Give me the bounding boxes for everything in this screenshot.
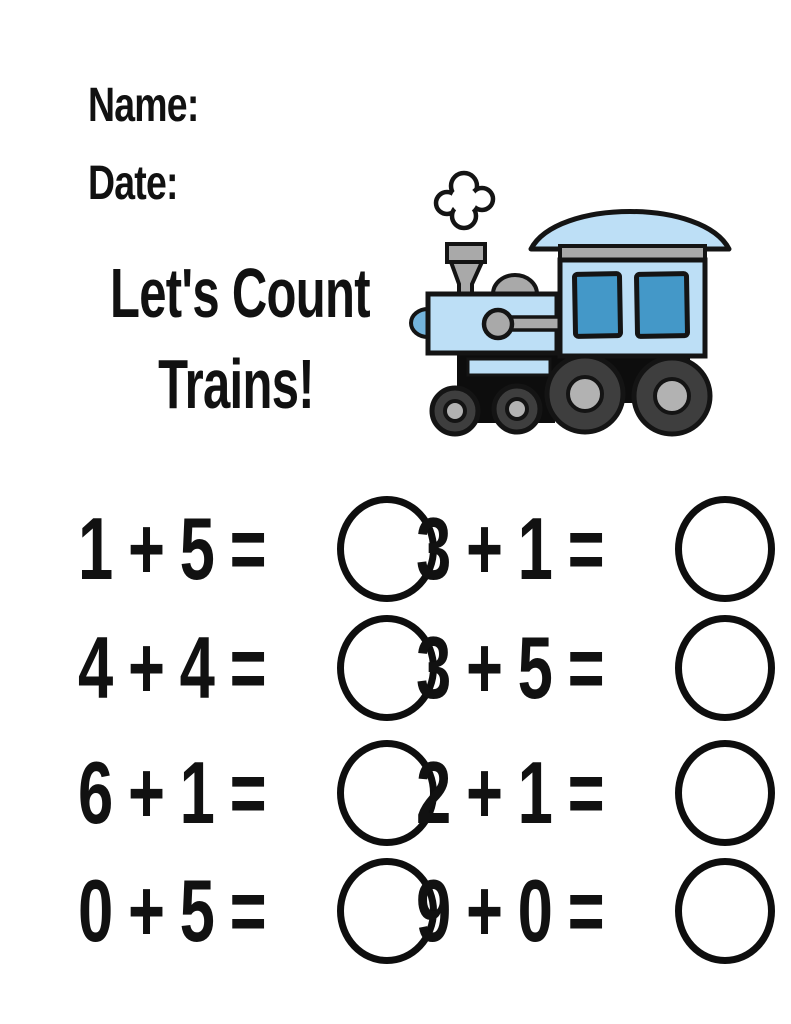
train-funnel-cap — [447, 244, 485, 262]
problem-expression: 1 + 5 = — [78, 499, 265, 598]
problem-6plus1 — [78, 740, 376, 846]
name-label: Name: — [88, 79, 199, 132]
smoke-puff-center — [451, 187, 477, 213]
problem-9plus0 — [416, 858, 708, 964]
answer-circle-3plus1[interactable] — [675, 496, 775, 602]
page-title — [56, 248, 416, 430]
train-icon — [405, 170, 745, 442]
train-illustration — [405, 170, 745, 442]
train-window-right — [636, 274, 687, 337]
train-step — [468, 359, 550, 375]
date-label: Date: — [88, 157, 178, 210]
answer-circle-2plus1[interactable] — [675, 740, 775, 846]
train-roof — [531, 212, 729, 250]
problem-3plus1 — [416, 496, 708, 602]
problem-expression: 4 + 4 = — [78, 618, 265, 717]
problem-1plus5 — [78, 496, 376, 602]
page-title-line1: Let's Count — [110, 254, 370, 332]
page-title-line2: Trains! — [158, 345, 314, 423]
train-funnel — [451, 262, 482, 295]
problem-2plus1 — [416, 740, 708, 846]
train-piston — [484, 310, 512, 338]
problem-expression: 3 + 5 = — [416, 618, 603, 717]
answer-circle-9plus0[interactable] — [675, 858, 775, 964]
train-dome — [493, 275, 537, 294]
problem-expression: 2 + 1 = — [416, 743, 603, 842]
problem-expression: 3 + 1 = — [416, 499, 603, 598]
problem-0plus5 — [78, 858, 376, 964]
problem-3plus5 — [416, 615, 708, 721]
problem-4plus4 — [78, 615, 376, 721]
problem-expression: 9 + 0 = — [416, 861, 603, 960]
problem-expression: 0 + 5 = — [78, 861, 265, 960]
train-window-left — [574, 274, 620, 337]
answer-circle-3plus5[interactable] — [675, 615, 775, 721]
problem-expression: 6 + 1 = — [78, 743, 265, 842]
